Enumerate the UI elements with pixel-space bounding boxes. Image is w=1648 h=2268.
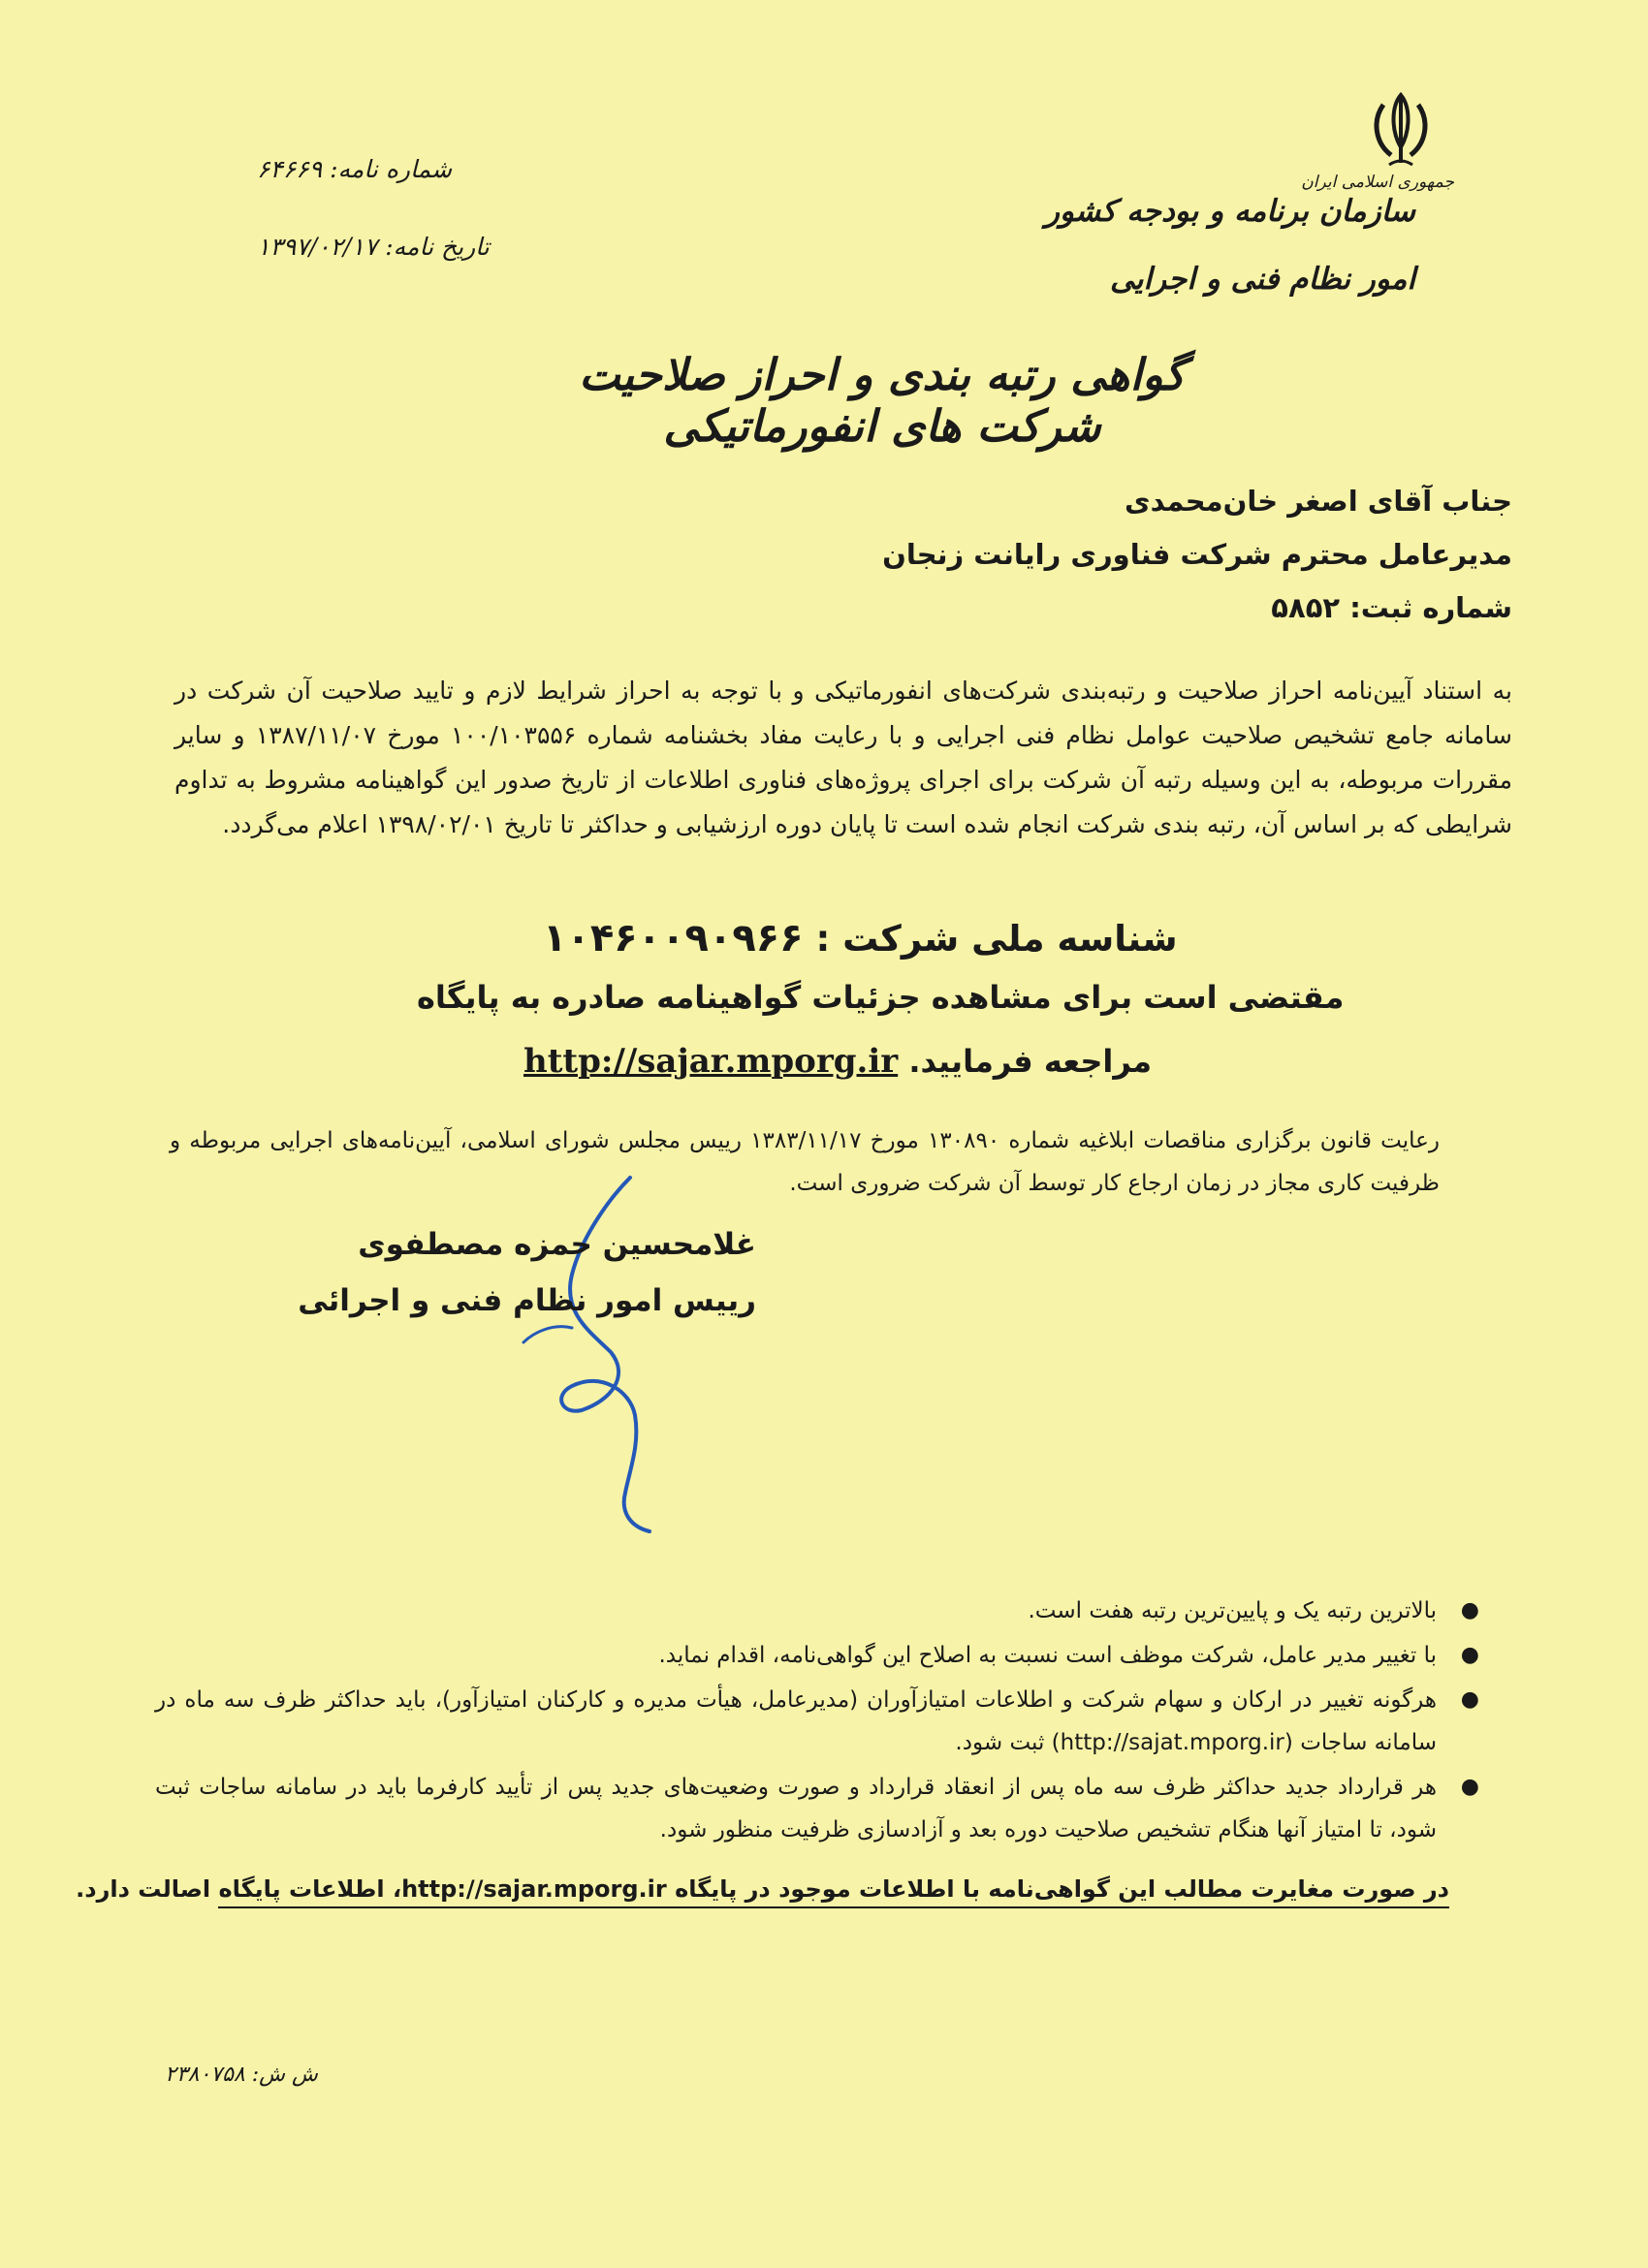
portal-reference-line [523,1042,1152,1081]
bullet-icon: ● [1460,1775,1479,1799]
certificate-body: به استناد آیین‌نامه احراز صلاحیت و رتبه‌بندی شرکت‌های انفورماتیکی و با توجه به احراز شرایط لازم و تایید صلاحیت آن شرکت در سامانه جامع تشخیص صلاحیت عوامل نظام فنی اجرایی و با رعایت مفاد بخشنامه شماره ۱۰۰/۱۰۳۵۵۶ مورخ ۱۳۸۷/۱۱/۰۷ و سایر مقررات مربوطه، به این وسیله رتبه آن شرکت برای اجرای پروژه‌های فناوری اطلاعات از تاریخ صدور این گواهینامه مشروط به تداوم شرایطی که بر اساس آن، رتبه بندی شرکت انجام شده است تا پایان دوره ارزشیابی و حداکثر تا تاریخ ۱۳۹۸/۰۲/۰۱ اعلام می‌گردد. [174,677,1512,838]
sajar-portal-link[interactable]: http://sajar.mporg.ir [523,1042,899,1081]
list-item [155,1634,1483,1677]
bullet-icon: ● [1460,1687,1479,1712]
signatory-name: غلامحسین حمزه مصطفوی [358,1227,756,1262]
signatory-block [298,1216,756,1329]
serial-number: ش ش: ۲۳۸۰۷۵۸ [165,2063,318,2087]
national-id-line [543,916,1178,961]
addressee-position: مدیرعامل محترم شرکت فناوری رایانت زنجان [882,538,1512,571]
sajat-portal-link[interactable]: http://sajat.mporg.ir [1060,1730,1284,1755]
organization-name: سازمان برنامه و بودجه کشور [1044,194,1415,229]
discrepancy-note-text: در صورت مغایرت مطالب این گواهی‌نامه با اطلاعات موجود در پایگاه [666,1875,1449,1903]
department-name: امور نظام فنی و اجرایی [1109,262,1415,297]
emblem-caption: جمهوری اسلامی ایران [1301,173,1454,192]
portal-suffix: مراجعه فرمایید. [908,1043,1153,1080]
signatory-position: رییس امور نظام فنی و اجرائی [298,1283,756,1318]
addressee-name: جناب آقای اصغر خان‌محمدی [1125,485,1512,518]
notes-list [155,1590,1483,1853]
discrepancy-note [76,1875,1449,1908]
national-id-label: شناسه ملی شرکت : [815,918,1178,960]
addressee-block [446,475,1512,635]
document-title: گواهی رتبه بندی و احراز صلاحیت شرکت های انفورماتیکی [579,349,1186,452]
note-text: بالاترین رتبه یک و پایین‌ترین رتبه هفت است. [1028,1598,1437,1623]
note-text: هر قرارداد جدید حداکثر ظرف سه ماه پس از انعقاد قرارداد و صورت وضعیت‌های جدید پس از تأیید کارفرما باید در سامانه ساجات ثبت شود، تا امتیاز آنها هنگام تشخیص صلاحیت دوره بعد و آزادسازی ظرفیت منظور شود. [155,1775,1437,1843]
note-text: هرگونه تغییر در ارکان و سهام شرکت و اطلاعات امتیازآوران (مدیرعامل، هیأت مدیره و کارکنان امتیازآور)، باید حداکثر ظرف سه ماه در سامانه ساجات ( [155,1687,1437,1755]
registration-number: شماره ثبت: ۵۸۵۲ [1271,591,1512,624]
portal-notice-line: مقتضی است برای مشاهده جزئیات گواهینامه صادره به پایگاه [417,979,1345,1016]
note-text: با تغییر مدیر عامل، شرکت موظف است نسبت به اصلاح این گواهی‌نامه، اقدام نماید. [658,1643,1437,1668]
list-item [155,1766,1483,1851]
compliance-note: رعایت قانون برگزاری مناقصات ابلاغیه شماره ۱۳۰۸۹۰ مورخ ۱۳۸۳/۱۱/۱۷ رییس مجلس شورای اسلامی، آیین‌نامه‌های اجرایی مربوطه و ظرفیت کاری مجاز در زمان ارجاع کار توسط آن شرکت ضروری است. [170,1128,1441,1196]
list-item [155,1590,1483,1632]
discrepancy-note-text: ، اطلاعات پایگاه اصالت دارد. [76,1875,402,1903]
national-id-value: ۱۰۴۶۰۰۹۰۹۶۶ [543,916,804,961]
letter-number: شماره نامه: ۶۴۶۶۹ [257,155,453,183]
note-text: ) ثبت شود. [955,1730,1061,1755]
letter-date: تاریخ نامه: ۱۳۹۷/۰۲/۱۷ [257,233,490,261]
bullet-icon: ● [1460,1598,1479,1622]
list-item [155,1679,1483,1764]
bullet-icon: ● [1460,1643,1479,1667]
iran-emblem-icon [1362,87,1440,174]
footer-portal-link[interactable]: http://sajar.mporg.ir [401,1875,667,1903]
